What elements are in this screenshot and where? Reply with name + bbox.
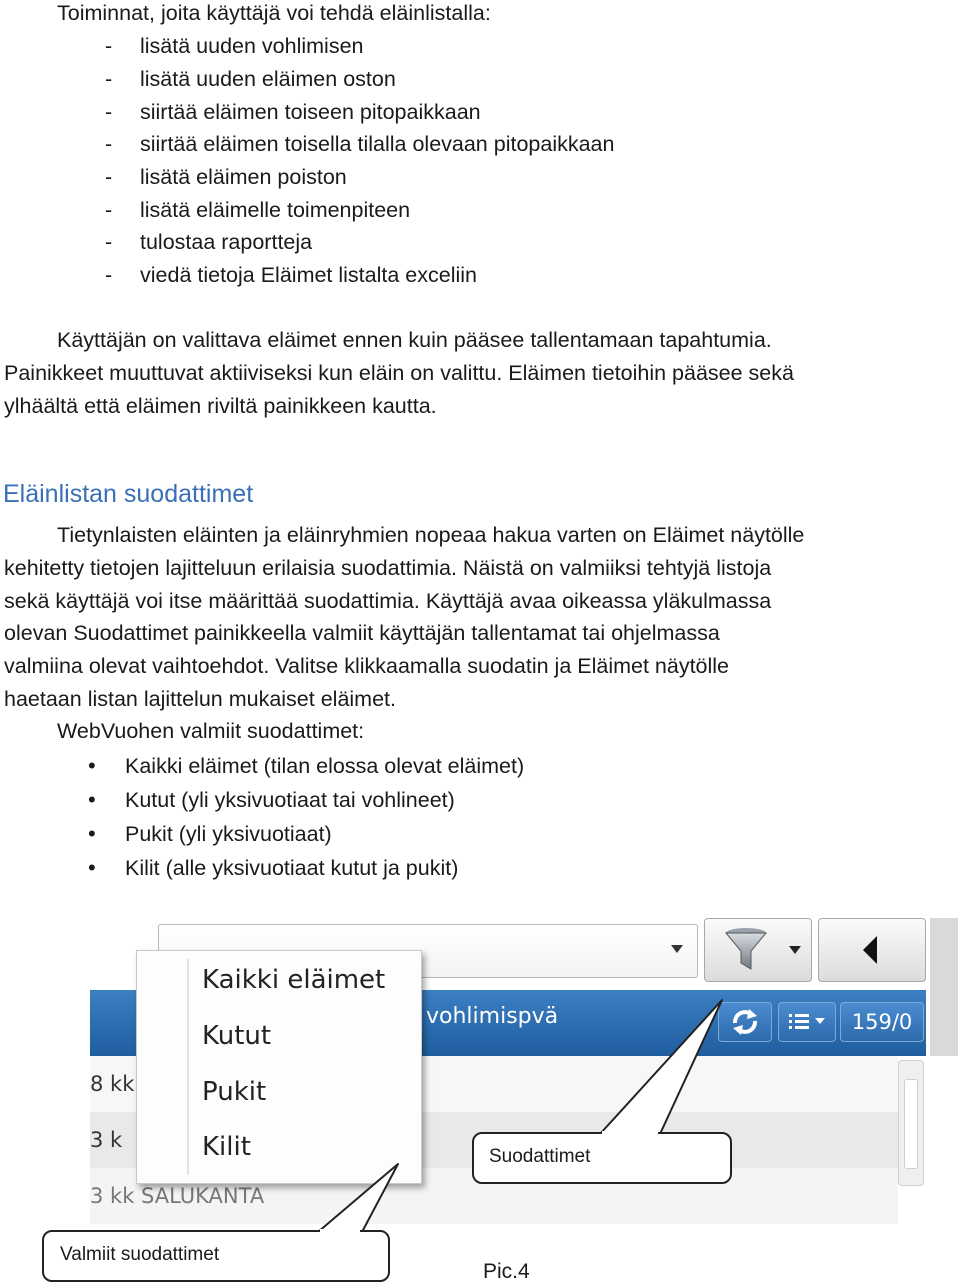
collapse-button[interactable] bbox=[818, 918, 926, 982]
chevron-down-icon bbox=[789, 946, 801, 954]
paragraph-line: kehitetty tietojen lajitteluun erilaisia suodattimia. Näistä on valmiiksi tehtyjä listoja bbox=[4, 556, 772, 580]
menu-item-does[interactable]: Kutut bbox=[202, 1021, 272, 1051]
refresh-icon bbox=[719, 1003, 771, 1041]
callout-join bbox=[320, 1229, 360, 1233]
table-row[interactable]: 3 kk SALUKANTA bbox=[90, 1168, 898, 1224]
menu-item-kids[interactable]: Kilit bbox=[202, 1132, 251, 1162]
menu-item-bucks[interactable]: Pukit bbox=[202, 1077, 267, 1107]
refresh-button[interactable] bbox=[718, 1002, 772, 1042]
chevron-down-icon bbox=[671, 945, 683, 953]
callout-join bbox=[602, 1131, 658, 1135]
paragraph-line: olevan Suodattimet painikkeella valmiit käyttäjän tallentamat tai ohjelmassa bbox=[4, 621, 720, 645]
paragraph-line: Painikkeet muuttuvat aktiiviseksi kun eläin on valittu. Eläimen tietoihin pääsee sekä bbox=[4, 361, 794, 385]
menu-separator bbox=[187, 959, 189, 1175]
paragraph-line: Käyttäjän on valittava eläimet ennen kuin pääsee tallentamaan tapahtumia. bbox=[57, 328, 772, 352]
filters-button[interactable] bbox=[704, 918, 812, 982]
funnel-icon bbox=[725, 927, 777, 973]
paragraph-line: valmiina olevat vaihtoehdot. Valitse klikkaamalla suodatin ja Eläimet näytölle bbox=[4, 654, 730, 678]
callout-filters: Suodattimet bbox=[472, 1132, 732, 1184]
table-row[interactable]: 8 kk bbox=[90, 1056, 898, 1112]
count-badge: 159/0 bbox=[840, 1002, 924, 1042]
figure-caption: Pic.4 bbox=[483, 1260, 530, 1283]
intro-text: Toiminnat, joita käyttäjä voi tehdä eläinlistalla: bbox=[57, 1, 491, 25]
menu-item-all-animals[interactable]: Kaikki eläimet bbox=[202, 965, 386, 995]
column-header-kidding-date[interactable]: vohlimispvä bbox=[426, 1004, 559, 1029]
callout-preset-filters: Valmiit suodattimet bbox=[42, 1230, 390, 1282]
scrollbar[interactable] bbox=[898, 1060, 924, 1186]
paragraph-line: ylhäältä että eläimen riviltä painikkeen kautta. bbox=[4, 394, 437, 418]
filters-intro: WebVuohen valmiit suodattimet: bbox=[57, 719, 365, 743]
paragraph-line: haetaan listan lajittelun mukaiset eläimet. bbox=[4, 687, 396, 711]
paragraph-line: sekä käyttäjä voi itse määrittää suodattimia. Käyttäjä avaa oikeassa yläkulmassa bbox=[4, 589, 772, 613]
window-edge bbox=[930, 918, 958, 1056]
filter-dropdown-menu bbox=[136, 950, 422, 1184]
scrollbar-thumb[interactable] bbox=[904, 1079, 918, 1169]
section-title: Eläinlistan suodattimet bbox=[3, 480, 254, 508]
columns-menu-button[interactable] bbox=[778, 1002, 836, 1042]
arrow-left-icon bbox=[863, 936, 877, 964]
table-row[interactable]: 3 k bbox=[90, 1112, 898, 1168]
paragraph-line: Tietynlaisten eläinten ja eläinryhmien nopeaa hakua varten on Eläimet näytölle bbox=[57, 523, 805, 547]
columns-icon bbox=[779, 1003, 835, 1041]
